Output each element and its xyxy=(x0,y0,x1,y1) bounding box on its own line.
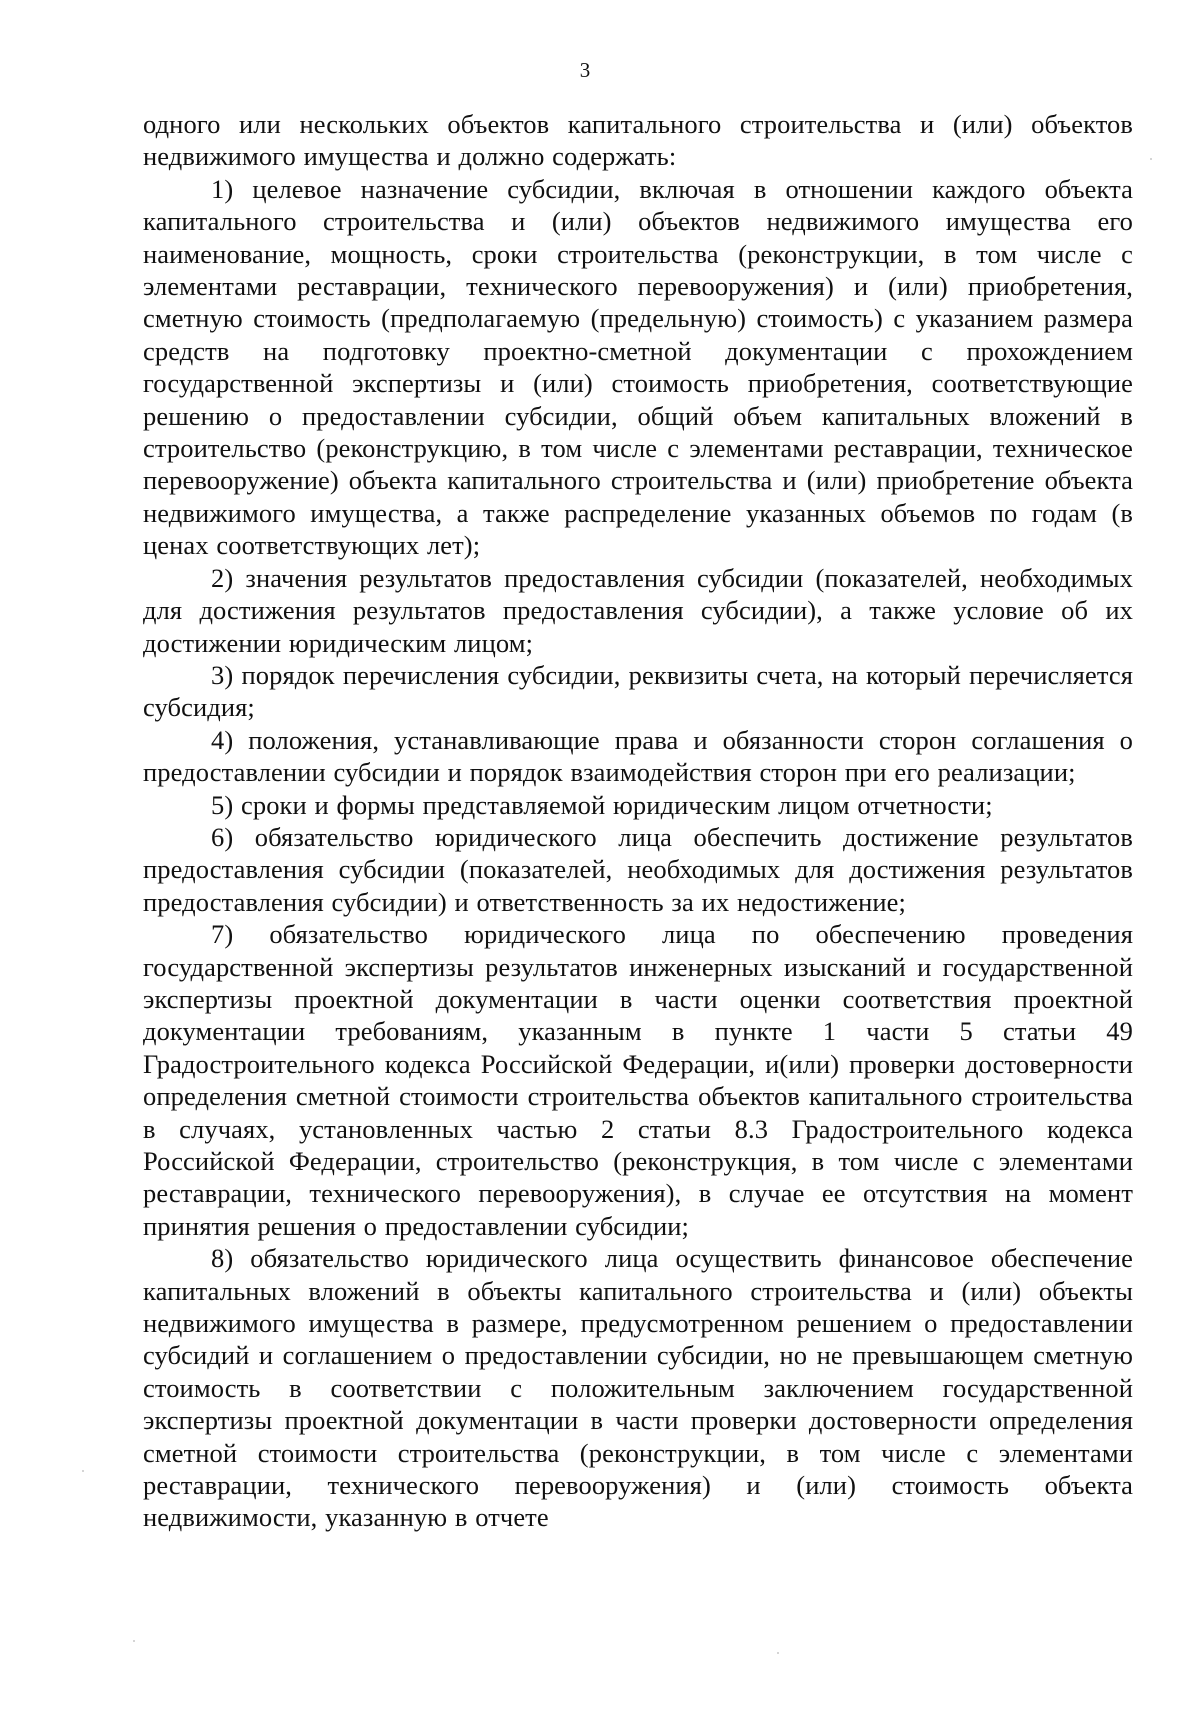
document-body xyxy=(143,108,1133,1534)
paragraph-item-2: 2) значения результатов предоставления субсидии (показателей, необходимых для достижения результатов предоставления субсидии), а также условие об их достижении юридическим лицом; xyxy=(143,562,1133,658)
paragraph-item-4: 4) положения, устанавливающие права и обязанности сторон соглашения о предоставлении субсидии и порядок взаимодействия сторон при его реализации; xyxy=(143,724,1133,788)
paragraph-item-8: 8) обязательство юридического лица осуществить финансовое обеспечение капитальных вложений в объекты капитального строительства и (или) объекты недвижимого имущества в размере, предусмотренном решением о предоставлении субсидий и соглашением о предоставлении субсидии, но не превышающем сметную стоимость в соответствии с положительным заключением государственной экспертизы проектной документации в части проверки достоверности определения сметной стоимости строительства (реконструкции, в том числе с элементами реставрации, технического перевооружения) и (или) стоимость объекта недвижимости, указанную в отчете xyxy=(143,1243,1133,1533)
paragraph-item-6: 6) обязательство юридического лица обеспечить достижение результатов предоставления субсидии (показателей, необходимых для достижения результатов предоставления субсидии) и ответственность за их недостижение; xyxy=(143,821,1133,917)
scan-speck xyxy=(777,1652,779,1654)
paragraph-item-7: 7) обязательство юридического лица по обеспечению проведения государственной экспертизы результатов инженерных изысканий и государственной экспертизы проектной документации в части оценки соответствия проектной документации требованиям, указанным в пункте 1 части 5 статьи 49 Градостроительного кодекса Российской Федерации, и(или) проверки достоверности определения сметной стоимости строительства объектов капитального строительства в случаях, установленных частью 2 статьи 8.3 Градостроительного кодекса Российской Федерации, строительство (реконструкция, в том числе с элементами реставрации, технического перевооружения), в случае ее отсутствия на момент принятия решения о предоставлении субсидии; xyxy=(143,919,1133,1241)
paragraph-intro: одного или нескольких объектов капитального строительства и (или) объектов недвижимого имущества и должно содержать: xyxy=(143,109,1133,172)
scan-speck xyxy=(133,1640,135,1642)
scan-speck xyxy=(82,1470,84,1472)
paragraph-item-5: 5) сроки и формы представляемой юридическим лицом отчетности; xyxy=(211,789,993,820)
paragraph-item-1: 1) целевое назначение субсидии, включая в отношении каждого объекта капитального строительства и (или) объектов недвижимого имущества его наименование, мощность, сроки строительства (реконструкции, в том числе с элементами реставрации, технического перевооружения) и (или) приобретения, сметную стоимость (предполагаемую (предельную) стоимость) с указанием размера средств на подготовку проектно-сметной документации с прохождением государственной экспертизы и (или) стоимость приобретения, соответствующие решению о предоставлении субсидии, общий объем капитальных вложений в строительство (реконструкцию, в том числе с элементами реставрации, техническое перевооружение) объекта капитального строительства и (или) приобретение объекта недвижимого имущества, а также распределение указанных объемов по годам (в ценах соответствующих лет); xyxy=(143,173,1133,561)
scan-speck xyxy=(1150,158,1152,160)
paragraph-item-3: 3) порядок перечисления субсидии, реквизиты счета, на который перечисляется субсидия; xyxy=(143,659,1133,723)
page-number: 3 xyxy=(579,58,591,82)
